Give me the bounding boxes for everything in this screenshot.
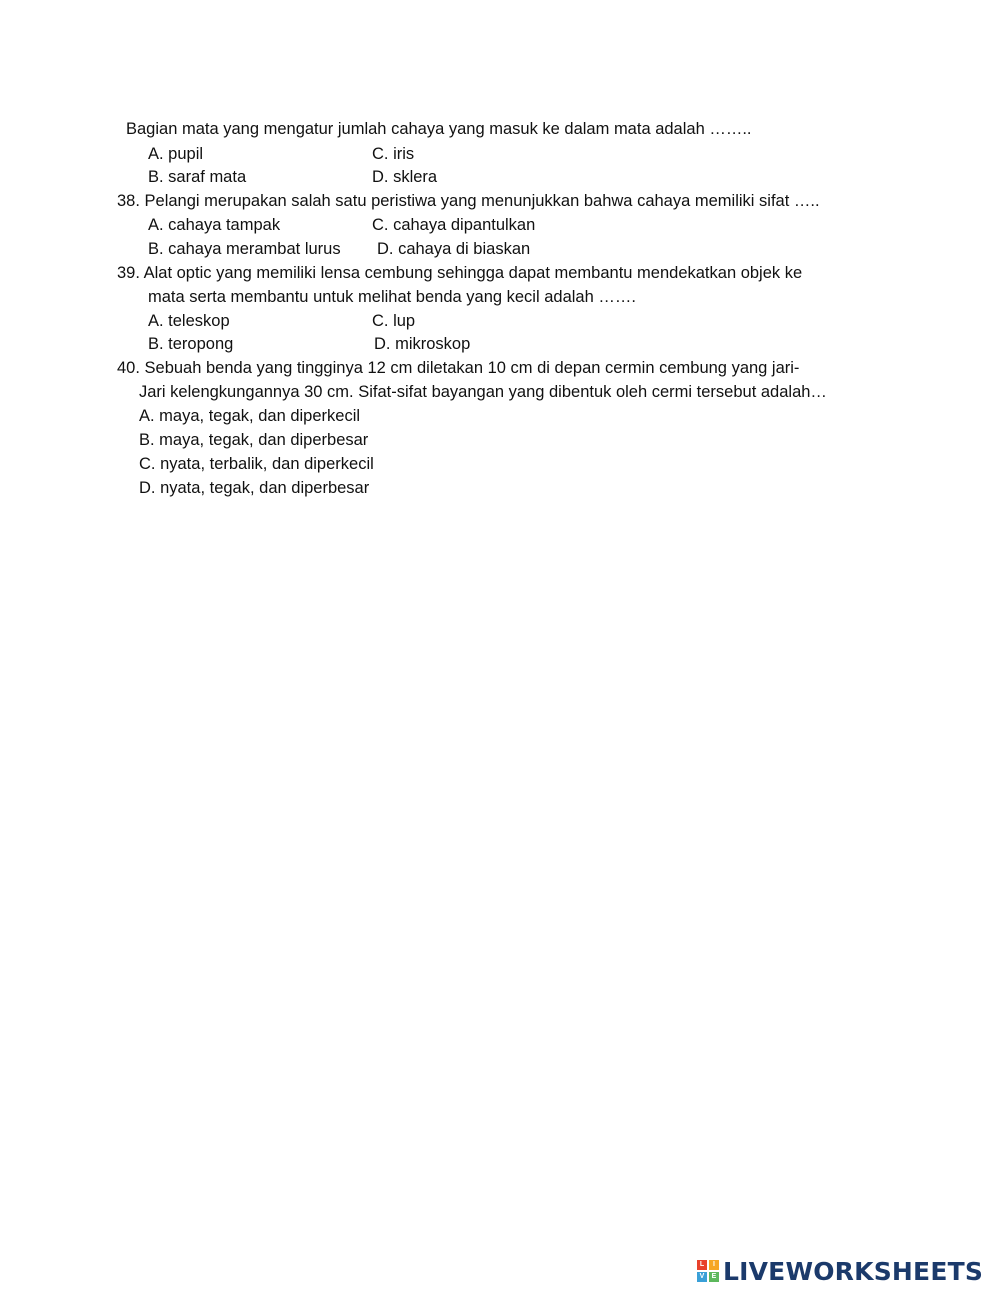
logo-text: LIVEWORKSHEETS [723,1256,984,1286]
question-37-stem: Bagian mata yang mengatur jumlah cahaya yang masuk ke dalam mata adalah …….. [126,120,752,138]
question-37-option-d[interactable]: D. sklera [372,168,438,186]
question-39-stem-line-1: 39. Alat optic yang memiliki lensa cembung sehingga dapat membantu mendekatkan objek ke [117,264,803,282]
question-40-option-b[interactable]: B. maya, tegak, dan diperbesar [139,431,369,449]
logo-letter-i: I [709,1260,719,1270]
question-37-option-c[interactable]: C. iris [372,145,415,163]
question-40-option-a[interactable]: A. maya, tegak, dan diperkecil [139,407,361,425]
question-39-option-a[interactable]: A. teleskop [148,312,230,330]
question-38-option-b[interactable]: B. cahaya merambat lurus [148,240,341,258]
question-38-option-d[interactable]: D. cahaya di biaskan [377,240,531,258]
logo-letter-e: E [709,1272,719,1282]
question-37-option-b[interactable]: B. saraf mata [148,168,247,186]
question-40-option-c[interactable]: C. nyata, terbalik, dan diperkecil [139,455,374,473]
question-40-option-d[interactable]: D. nyata, tegak, dan diperbesar [139,479,370,497]
question-40-stem-line-2: Jari kelengkungannya 30 cm. Sifat-sifat bayangan yang dibentuk oleh cermi tersebut adalah… [139,383,827,401]
logo-letter-v: V [697,1272,707,1282]
logo-mark-icon [697,1260,719,1282]
question-39-option-d[interactable]: D. mikroskop [374,335,471,353]
question-37-option-a[interactable]: A. pupil [148,145,204,163]
question-40-stem-line-1: 40. Sebuah benda yang tingginya 12 cm diletakan 10 cm di depan cermin cembung yang jari- [117,359,800,377]
question-38-stem: 38. Pelangi merupakan salah satu peristiwa yang menunjukkan bahwa cahaya memiliki sifat ….. [117,192,820,210]
question-38-option-c[interactable]: C. cahaya dipantulkan [372,216,536,234]
question-39-option-b[interactable]: B. teropong [148,335,234,353]
logo-letter-l: L [697,1260,707,1270]
liveworksheets-logo [697,1255,983,1287]
question-39-stem-line-2: mata serta membantu untuk melihat benda yang kecil adalah ……. [148,288,636,306]
question-39-option-c[interactable]: C. lup [372,312,416,330]
question-38-option-a[interactable]: A. cahaya tampak [148,216,281,234]
